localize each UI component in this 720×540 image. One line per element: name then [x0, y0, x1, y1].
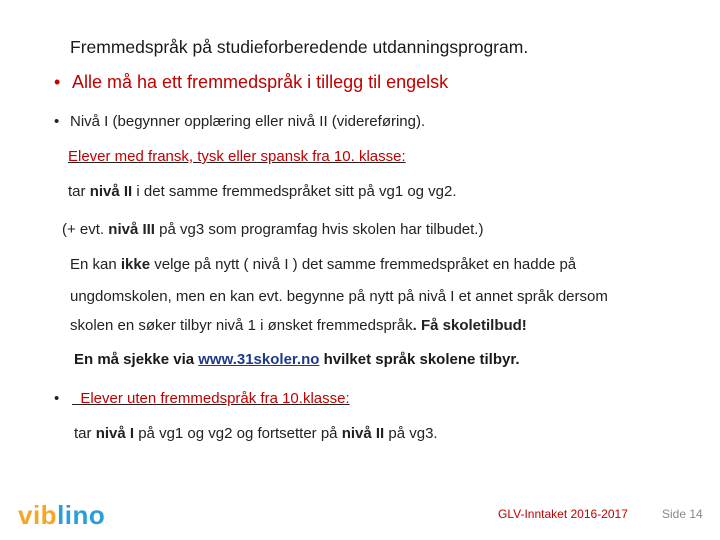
text-line-restart: ungdomskolen, men en kan evt. begynne på nytt på nivå I et annet språk dersom	[70, 288, 608, 305]
text-line-level-two: tar nivå II i det samme fremmedspråket sitt på vg1 og vg2.	[68, 183, 457, 200]
slide-title: Fremmedspråk på studieforberedende utdanningsprogram.	[70, 37, 529, 57]
bullet-dot-icon: •	[54, 113, 60, 130]
text-line-level-three: (+ evt. nivå III på vg3 som programfag hvis skolen har tilbudet.)	[62, 221, 484, 238]
text-line-check-website: En må sjekke via www.31skoler.no hvilket språk skolene tilbyr.	[74, 351, 520, 368]
bullet-dot-icon: •	[54, 390, 60, 407]
heading-without-language: Elever uten fremmedspråk fra 10.klasse:	[80, 390, 350, 407]
website-link[interactable]: www.31skoler.no	[198, 351, 320, 368]
bullet-levels: Nivå I (begynner opplæring eller nivå II (videreføring).	[70, 113, 426, 130]
text-line-level-one: tar nivå I på vg1 og vg2 og fortsetter på nivå II på vg3.	[74, 425, 438, 442]
heading-with-language: Elever med fransk, tysk eller spansk fra 10. klasse:	[68, 148, 406, 165]
text-line-school-offer: skolen en søker tilbyr nivå 1 i ønsket fremmedspråk. Få skoletilbud!	[70, 317, 527, 334]
bullet-dot-icon: •	[54, 72, 61, 92]
footer-title: GLV-Inntaket 2016-2017	[498, 507, 628, 521]
page-number: Side 14	[662, 507, 703, 521]
text-line-cannot-choose: En kan ikke velge på nytt ( nivå I ) det samme fremmedspråket en hadde på	[70, 256, 577, 273]
bullet-main-requirement: Alle må ha ett fremmedspråk i tillegg til engelsk	[72, 72, 449, 92]
vilbo-logo: viblino	[18, 500, 106, 530]
